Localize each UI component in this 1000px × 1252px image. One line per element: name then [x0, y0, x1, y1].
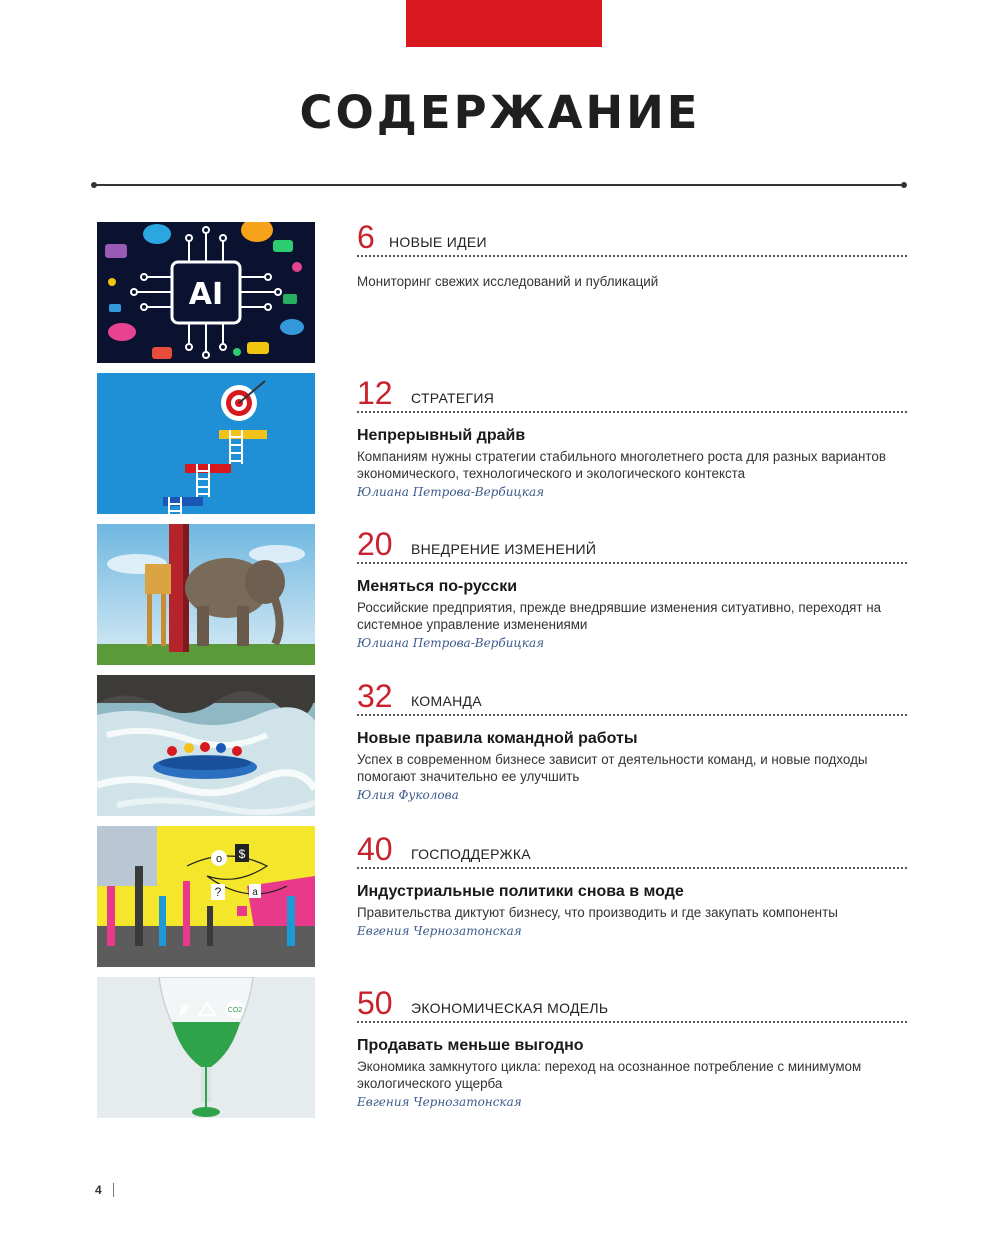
article-title[interactable]: Меняться по-русски — [357, 578, 518, 595]
header-red-tab — [406, 0, 602, 47]
co2-label: CO2 — [227, 1007, 243, 1014]
thumbnail-change[interactable] — [97, 524, 315, 665]
entry-description: Успех в современном бизнесе зависит от деятельности команд, и новые подходы помогают значительно ее улучшить — [357, 752, 868, 784]
industry-collage-icon — [97, 826, 315, 967]
entry-header — [357, 524, 907, 564]
entry-header — [357, 676, 907, 716]
page-number-separator — [113, 1183, 114, 1197]
entry-header — [357, 983, 907, 1023]
section-label[interactable]: ГОСПОДДЕРЖКА — [411, 846, 531, 862]
author-name: Юлия Фуколова — [357, 788, 459, 802]
thumbnail-ai[interactable] — [97, 222, 315, 363]
collage-letter-dollar: $ — [238, 847, 246, 861]
target-ladders-icon — [97, 373, 315, 514]
entry-description: Компаниям нужны стратегии стабильного многолетнего роста для разных вариантов экономического, технологического и экологического контекста — [357, 449, 886, 481]
section-label[interactable]: ЭКОНОМИЧЕСКАЯ МОДЕЛЬ — [411, 1000, 609, 1016]
thumbnail-eco[interactable] — [97, 977, 315, 1118]
page-number-link[interactable]: 6 — [357, 219, 375, 255]
ai-chip-label: AI — [188, 277, 224, 312]
toc-entry-gov-support[interactable] — [357, 829, 907, 938]
collage-letter-question: ? — [214, 885, 222, 899]
page-number: 4 — [95, 1183, 102, 1197]
article-title[interactable]: Новые правила командной работы — [357, 730, 638, 747]
entry-description: Правительства диктуют бизнесу, что производить и где закупать компоненты — [357, 905, 838, 920]
section-label[interactable]: ВНЕДРЕНИЕ ИЗМЕНЕНИЙ — [411, 541, 597, 557]
thumbnail-team[interactable] — [97, 675, 315, 816]
toc-entry-new-ideas[interactable] — [357, 217, 907, 290]
entry-description: Российские предприятия, прежде внедрявшие изменения ситуативно, переходят на системное управление изменениями — [357, 600, 882, 632]
page-number-link[interactable]: 20 — [357, 526, 393, 562]
author-name: Евгения Чернозатонская — [357, 1095, 522, 1109]
ai-chip-icon — [97, 222, 315, 363]
collage-letter-a: a — [252, 887, 258, 898]
page-number-link[interactable]: 50 — [357, 985, 393, 1021]
author-name: Юлиана Петрова-Вербицкая — [357, 485, 545, 499]
eco-hourglass-icon — [97, 977, 315, 1118]
entry-header — [357, 217, 907, 257]
page-number-link[interactable]: 40 — [357, 831, 393, 867]
entry-description: Экономика замкнутого цикла: переход на осознанное потребление с минимумом экологического ущерба — [357, 1059, 862, 1091]
header-divider — [94, 184, 904, 186]
page-number-link[interactable]: 12 — [357, 375, 393, 411]
toc-entry-economic-model[interactable] — [357, 983, 907, 1109]
section-label[interactable]: СТРАТЕГИЯ — [411, 390, 495, 406]
collage-letter-o: o — [215, 853, 223, 865]
article-title[interactable]: Непрерывный драйв — [357, 427, 526, 444]
author-name: Евгения Чернозатонская — [357, 924, 522, 938]
toc-entry-change[interactable] — [357, 524, 907, 650]
section-label[interactable]: НОВЫЕ ИДЕИ — [389, 234, 487, 250]
entry-description: Мониторинг свежих исследований и публикаций — [357, 274, 659, 289]
toc-entry-strategy[interactable] — [357, 373, 907, 499]
author-name: Юлиана Петрова-Вербицкая — [357, 636, 545, 650]
toc-entry-team[interactable] — [357, 676, 907, 802]
page-number-link[interactable]: 32 — [357, 678, 393, 714]
article-title[interactable]: Продавать меньше выгодно — [357, 1037, 584, 1054]
section-label[interactable]: КОМАНДА — [411, 693, 482, 709]
thumbnail-strategy[interactable] — [97, 373, 315, 514]
entry-header — [357, 373, 907, 413]
entry-header — [357, 829, 907, 869]
article-title[interactable]: Индустриальные политики снова в моде — [357, 883, 684, 900]
elephant-door-icon — [97, 524, 315, 665]
page-title: СОДЕРЖАНИЕ — [299, 86, 701, 139]
rafting-icon — [97, 675, 315, 816]
thumbnail-industry[interactable] — [97, 826, 315, 967]
